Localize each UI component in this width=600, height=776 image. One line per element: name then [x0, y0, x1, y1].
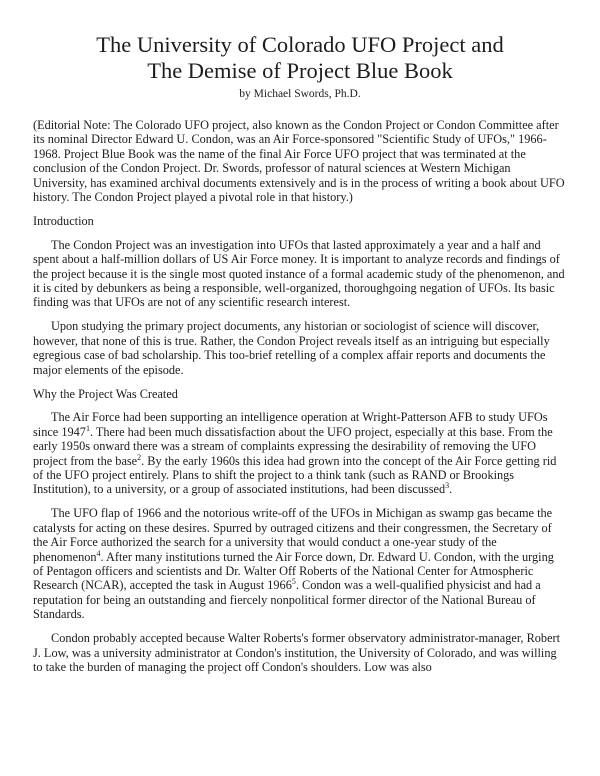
section-heading-why-created: Why the Project Was Created: [33, 386, 178, 401]
paragraph-air-force-background: The Air Force had been supporting an intelligence operation at Wright-Patterson AFB to study UFOs since 1947$^1$. There had been much dissatisfaction about the UFO project, especially at this base. From the early 1950s onward there was a stream of complaints expressing the desirability of removing the UFO project from the base$^2$. By the early 1960s this idea had grown into the concept of the Air Force getting rid of the UFO project entirely. Plans to shift the project to a think tank (such as RAND or Brookings Institution), to a university, or a group of associated institutions, had been discussed$^3$.: [33, 410, 557, 497]
byline: by Michael Swords, Ph.D.: [239, 88, 361, 100]
editorial-note-paragraph: (Editorial Note: The Colorado UFO project, also known as the Condon Project or Condon Committee after its nominal Director Edward U. Condon, was an Air Force-sponsored "Scientific Study of UFOs," 1966-1968. Project Blue Book was the name of the final Air Force UFO project that was terminated at the conclusion of the Condon Project. Dr. Swords, professor of natural sciences at Western Michigan University, has examined archival documents extensively and is in the process of writing a book about UFO history. The Condon Project played a pivotal role in that history.): [33, 118, 565, 205]
footnote-reference: 3: [445, 481, 450, 491]
paragraph-condon-project-overview: The Condon Project was an investigation into UFOs that lasted approximately a year and a half and spent about a half-million dollars of US Air Force money. It is important to analyze records and findings of the project because it is the single most quoted instance of a formal academic study of the phenomenon, and it is cited by debunkers as being a responsible, well-organized, thoroughgoing negation of UFOs. Its basic finding was that UFOs are not of any scientific research interest.: [33, 237, 565, 310]
section-heading-introduction: Introduction: [33, 213, 94, 228]
document-title: [30, 32, 570, 84]
paragraph-ufo-flap-1966: The UFO flap of 1966 and the notorious write-off of the UFOs in Michigan as swamp gas became the catalysts for acting on these desires. Spurred by outraged citizens and their congressmen, the Secretary of the Air Force authorized the search for a university that would conduct a one-year study of the phenomenon$^4$. After many institutions turned the Air Force down, Dr. Edward U. Condon, with the urging of Pentagon officers and scientists and Dr. Walter Off Roberts of the National Center for Atmospheric Research (NCAR), accepted the task in August 1966$^5$. Condon was a well-qualified physicist and had a reputation for being an outstanding and fiercely nonpolitical former director of the National Bureau of Standards.: [33, 506, 554, 622]
footnote-reference: 4: [96, 548, 101, 558]
footnote-reference: 1: [85, 423, 90, 433]
document-body: [33, 118, 567, 674]
title-line-2: The Demise of Project Blue Book: [147, 58, 453, 83]
paragraph-condon-accepted: Condon probably accepted because Walter Roberts's former observatory administrator-manager, Robert J. Low, was a university administrator at Condon's institution, the University of Colorado, and was willing to take the burden of managing the project off Condon's shoulders. Low was also: [33, 631, 561, 674]
paragraph-bad-scholarship: Upon studying the primary project documents, any historian or sociologist of science will discover, however, that none of this is true. Rather, the Condon Project reveals itself as an intriguing but especially egregious case of bad scholarship. This too-brief retelling of a complex affair reports and documents the major elements of the episode.: [33, 319, 550, 377]
title-line-1: The University of Colorado UFO Project and: [96, 32, 504, 57]
footnote-reference: 5: [291, 577, 296, 587]
footnote-reference: 2: [137, 452, 142, 462]
